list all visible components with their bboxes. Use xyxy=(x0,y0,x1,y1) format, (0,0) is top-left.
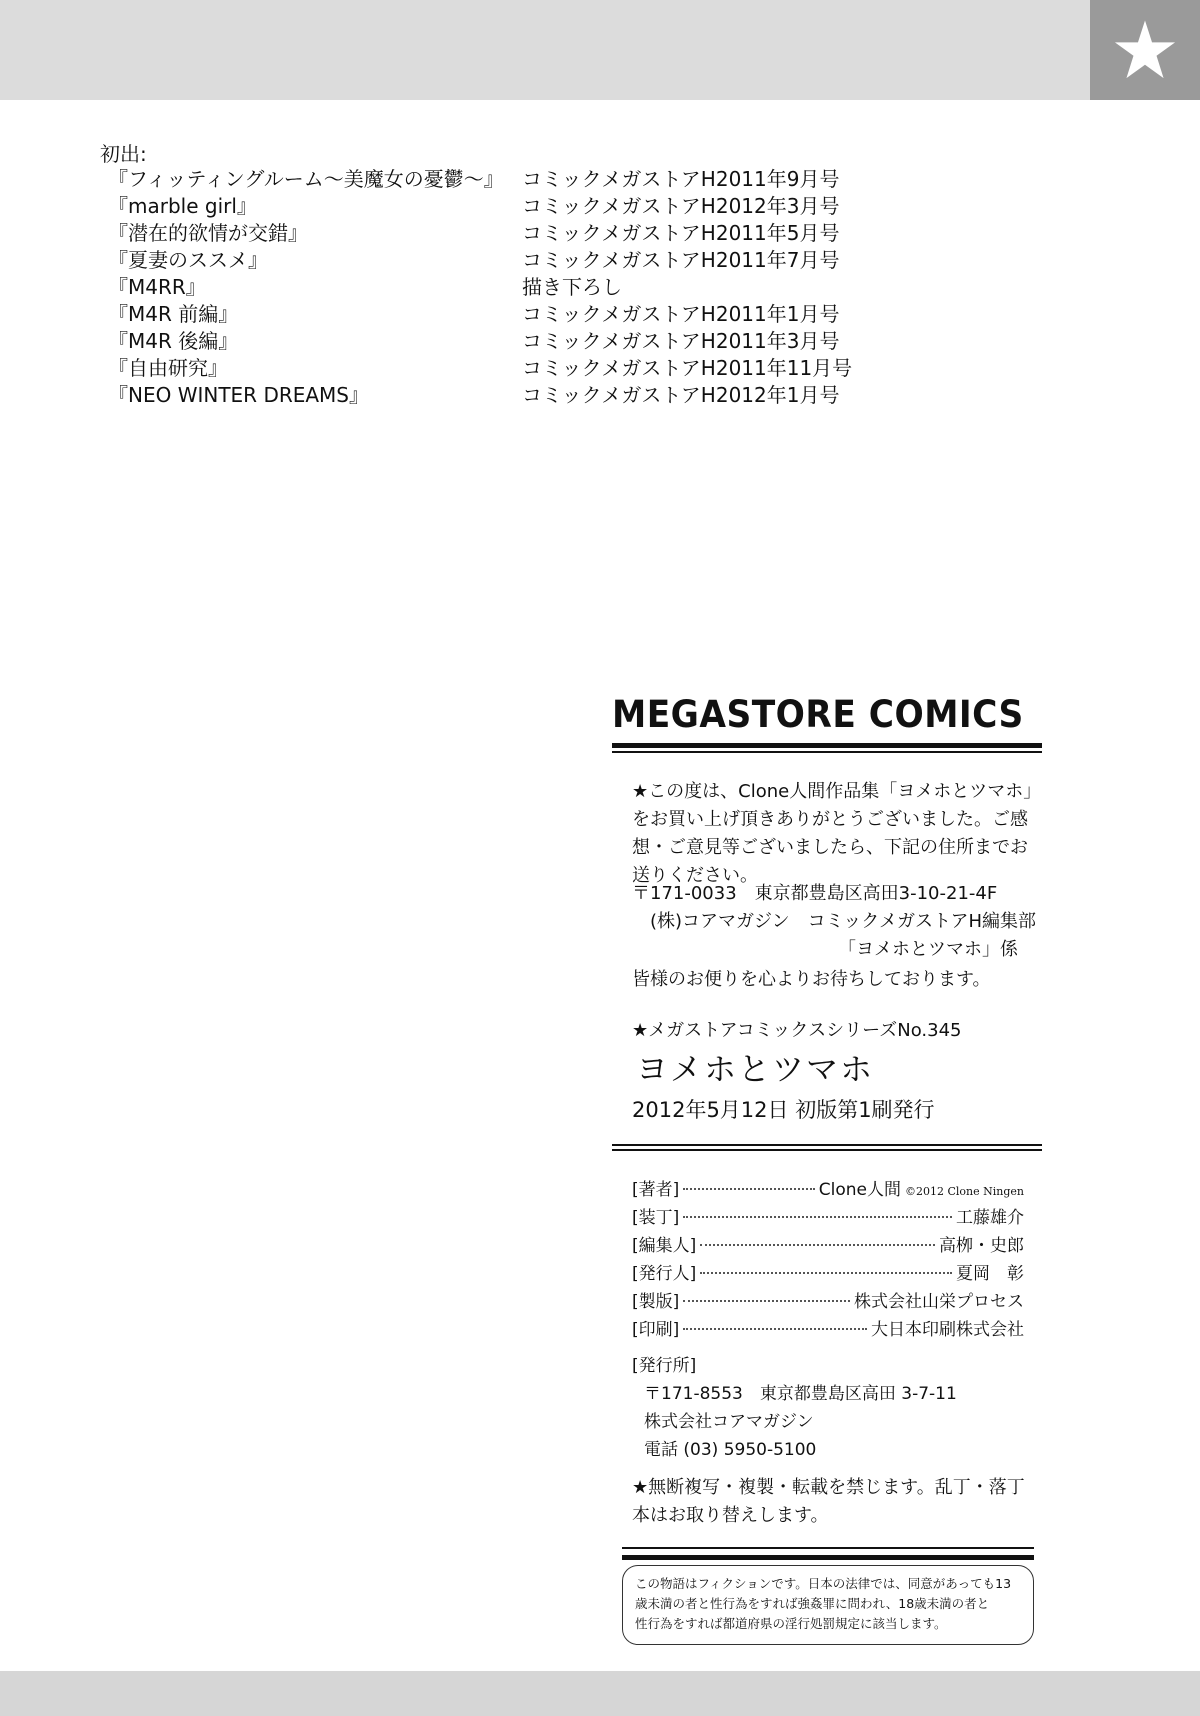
mail-address xyxy=(632,880,1042,964)
divider xyxy=(622,1547,1034,1549)
story-title: 『M4R 前編』 xyxy=(108,302,239,326)
credit-row xyxy=(632,1315,1024,1343)
copyright-notice: ©2012 Clone Ningen xyxy=(904,1185,1024,1198)
credit-role: [編集人] xyxy=(632,1236,697,1256)
divider xyxy=(622,1555,1034,1560)
story-title: 『フィッティングルーム～美魔女の憂鬱～』 xyxy=(108,167,504,191)
book-title: ヨメホとツマホ xyxy=(636,1050,875,1088)
text-line: (株)コアマガジン コミックメガストアH編集部 xyxy=(650,911,1037,932)
story-source: コミックメガストアH2012年1月号 xyxy=(522,383,840,407)
credit-role: [著者] xyxy=(632,1180,680,1200)
list-item xyxy=(108,247,868,274)
credit-name: 大日本印刷株式会社 xyxy=(871,1320,1024,1340)
divider xyxy=(612,1149,1042,1151)
text-line: 〒171-0033 東京都豊島区高田3-10-21-4F xyxy=(632,883,998,904)
leader-dots xyxy=(683,1328,867,1330)
credit-name: 株式会社山栄プロセス xyxy=(854,1292,1024,1312)
credit-name: 夏岡 彰 xyxy=(956,1264,1024,1284)
list-item xyxy=(108,301,868,328)
list-item xyxy=(108,328,868,355)
story-title: 『marble girl』 xyxy=(108,194,257,218)
list-item xyxy=(108,193,868,220)
text-line: 「ヨメホとツマホ」係 xyxy=(838,939,1018,960)
leader-dots xyxy=(683,1188,814,1190)
text-line: ★無断複写・複製・転載を禁じます。乱丁・落丁 xyxy=(632,1477,1025,1498)
divider xyxy=(612,743,1042,748)
story-source: コミックメガストアH2011年11月号 xyxy=(522,356,853,380)
credit-name: Clone人間 xyxy=(818,1180,901,1200)
story-title: 『M4R 後編』 xyxy=(108,329,239,353)
story-source: コミックメガストアH2011年5月号 xyxy=(522,221,840,245)
first-appearance-list xyxy=(108,166,868,409)
copyright-warning xyxy=(632,1474,1032,1530)
credit-role: [印刷] xyxy=(632,1320,680,1340)
text-line: 本はお取り替えします。 xyxy=(632,1505,829,1526)
text-line: 電話 (03) 5950-5100 xyxy=(644,1440,817,1460)
leader-dots xyxy=(700,1272,952,1274)
star-icon xyxy=(1113,18,1177,82)
credit-row xyxy=(632,1287,1024,1315)
story-source: 描き下ろし xyxy=(522,275,622,299)
fiction-notice xyxy=(622,1565,1034,1645)
credit-row xyxy=(632,1175,1024,1203)
story-source: コミックメガストアH2011年1月号 xyxy=(522,302,840,326)
credit-role: [装丁] xyxy=(632,1208,680,1228)
credit-name: 高栁・史郎 xyxy=(939,1236,1024,1256)
story-title: 『自由研究』 xyxy=(108,356,228,380)
publisher-info xyxy=(644,1380,957,1464)
corner-tab xyxy=(1090,0,1200,100)
text-line: ★この度は、Clone人間作品集「ヨメホとツマホ」 xyxy=(632,781,1042,802)
credits-list xyxy=(632,1175,1024,1343)
credit-row xyxy=(632,1259,1024,1287)
leader-dots xyxy=(683,1216,952,1218)
leader-dots xyxy=(683,1300,850,1302)
story-source: コミックメガストアH2011年3月号 xyxy=(522,329,840,353)
text-line: 株式会社コアマガジン xyxy=(644,1412,814,1432)
story-source: コミックメガストアH2012年3月号 xyxy=(522,194,840,218)
story-title: 『夏妻のススメ』 xyxy=(108,248,268,272)
list-item xyxy=(108,166,868,193)
leader-dots xyxy=(700,1244,935,1246)
list-item xyxy=(108,355,868,382)
divider xyxy=(612,1144,1042,1146)
closing-message: 皆様のお便りを心よりお待ちしております。 xyxy=(632,969,991,990)
story-title: 『M4RR』 xyxy=(108,275,206,299)
thanks-message xyxy=(632,778,1042,890)
story-source: コミックメガストアH2011年9月号 xyxy=(522,167,840,191)
credit-role: [製版] xyxy=(632,1292,680,1312)
credit-row xyxy=(632,1203,1024,1231)
publication-date: 2012年5月12日 初版第1刷発行 xyxy=(632,1098,935,1122)
list-item xyxy=(108,274,868,301)
story-source: コミックメガストアH2011年7月号 xyxy=(522,248,840,272)
credit-name: 工藤雄介 xyxy=(956,1208,1024,1228)
top-band xyxy=(0,0,1200,100)
credit-row xyxy=(632,1231,1024,1259)
text-line: 歳未満の者と性行為をすれば強姦罪に問われ、18歳未満の者と xyxy=(635,1596,990,1611)
divider xyxy=(612,751,1042,753)
first-appearance-heading: 初出: xyxy=(100,142,147,166)
story-title: 『潜在的欲情が交錯』 xyxy=(108,221,308,245)
credit-role: [発行人] xyxy=(632,1264,697,1284)
brand-logo: MEGASTORE COMICS xyxy=(612,693,1024,736)
list-item xyxy=(108,220,868,247)
text-line: 送りください。 xyxy=(632,865,758,886)
series-number: ★メガストアコミックスシリーズNo.345 xyxy=(632,1020,962,1041)
story-title: 『NEO WINTER DREAMS』 xyxy=(108,383,370,407)
text-line: 性行為をすれば都道府県の淫行処罰規定に該当します。 xyxy=(635,1616,947,1631)
text-line: この物語はフィクションです。日本の法律では、同意があっても13 xyxy=(635,1576,1012,1591)
publisher-label: [発行所] xyxy=(632,1356,697,1376)
text-line: をお買い上げ頂きありがとうございました。ご感 xyxy=(632,809,1028,830)
text-line: 想・ご意見等ございましたら、下記の住所までお xyxy=(632,837,1028,858)
bottom-band xyxy=(0,1671,1200,1716)
text-line: 〒171-8553 東京都豊島区高田 3-7-11 xyxy=(644,1384,957,1404)
list-item xyxy=(108,382,868,409)
